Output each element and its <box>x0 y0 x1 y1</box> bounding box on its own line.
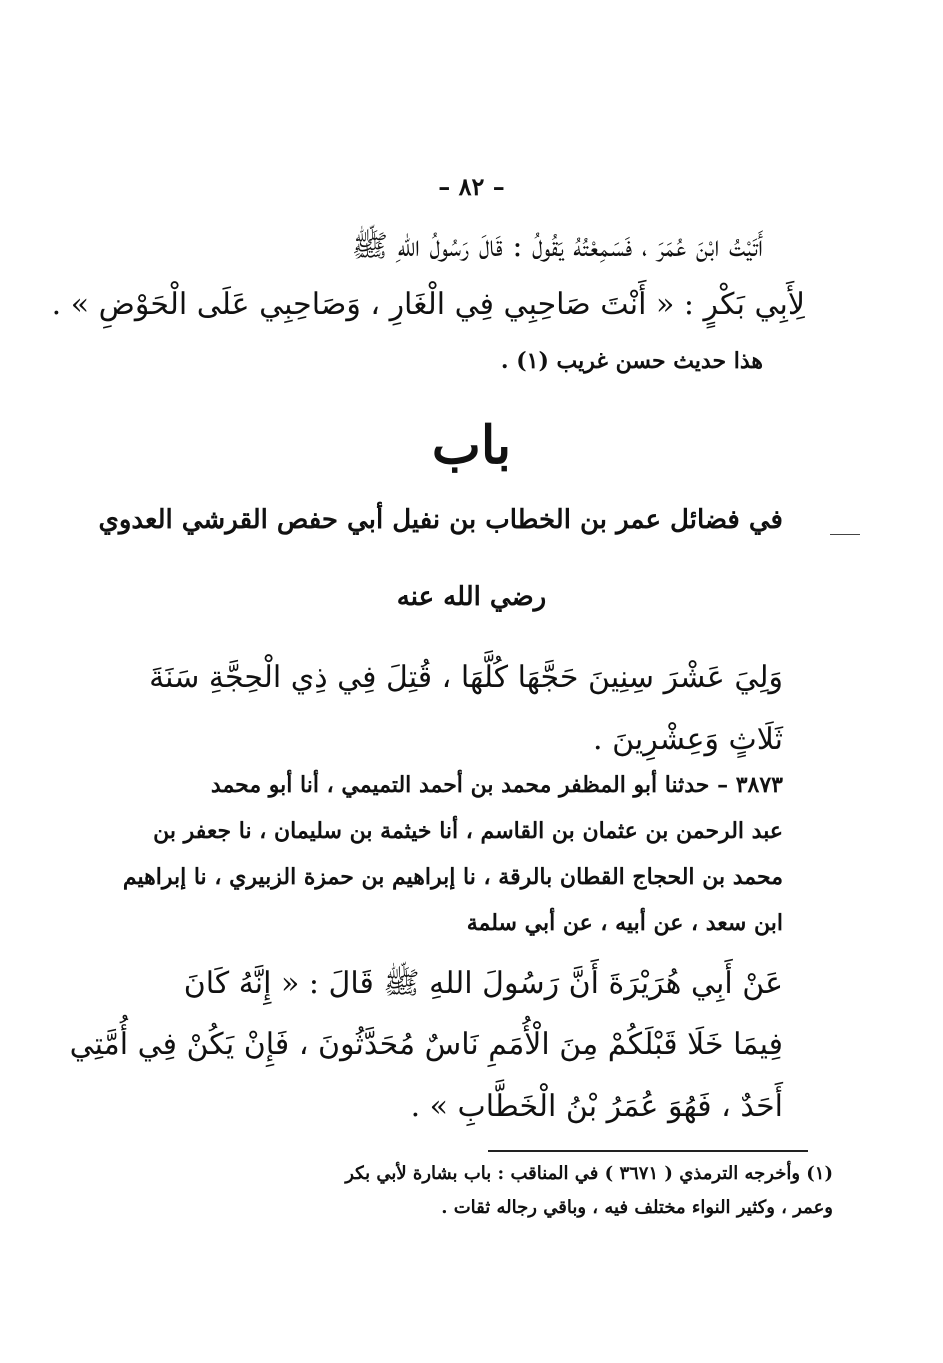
footnote-divider <box>488 1150 808 1152</box>
footnote-line: وعمر ، وكثير النواء مختلف فيه ، وباقي رجاله ثقات . <box>441 1197 833 1218</box>
matn-line: أَحَدٌ ، فَهُوَ عُمَرُ بْنُ الْخَطَّابِ » . <box>410 1089 783 1124</box>
isnad-line: عبد الرحمن بن عثمان بن القاسم ، أنا خيثمة بن سليمان ، نا جعفر بن <box>153 818 783 844</box>
margin-mark <box>830 534 860 535</box>
footnote-line: (١) وأخرجه الترمذي ( ٣٦٧١ ) في المناقب : باب بشارة لأبي بكر <box>345 1163 833 1184</box>
isnad-line: ٣٨٧٣ – حدثنا أبو المظفر محمد بن أحمد التميمي ، أنا أبو محمد <box>210 772 783 798</box>
isnad-line: محمد بن الحجاج القطان بالرقة ، نا إبراهيم بن حمزة الزبيري ، نا إبراهيم <box>122 864 783 890</box>
matn-line: عَنْ أَبِي هُرَيْرَةَ أَنَّ رَسُولَ اللهِ ﷺ قَالَ : « إِنَّهُ كَانَ <box>183 966 783 1001</box>
isnad-line: ابن سعد ، عن أبيه ، عن أبي سلمة <box>466 910 783 936</box>
hadith-text-line: أَتَيْتُ ابْنَ عُمَرَ ، فَسَمِعْتُهُ يَقُولُ : قَالَ رَسُولُ اللهِ ﷺ <box>351 229 763 264</box>
chapter-title: في فضائل عمر بن الخطاب بن نفيل أبي حفص القرشي العدوي <box>98 505 783 535</box>
hadith-grading: هذا حديث حسن غريب (١) . <box>500 348 763 374</box>
bab-heading: باب <box>431 415 512 476</box>
intro-text-line: ثَلَاثٍ وَعِشْرِينَ . <box>593 722 783 757</box>
chapter-title-blessing: رضي الله عنه <box>396 582 547 612</box>
matn-line: فِيمَا خَلَا قَبْلَكُمْ مِنَ الْأُمَمِ نَاسٌ مُحَدَّثُونَ ، فَإِنْ يَكُنْ فِي أُمَّتِي <box>69 1027 783 1062</box>
page-number: – ٨٢ – <box>438 172 505 201</box>
intro-text-line: وَلِيَ عَشْرَ سِنِينَ حَجَّهَا كُلَّهَا ، قُتِلَ فِي ذِي الْحِجَّةِ سَنَةَ <box>149 660 783 695</box>
hadith-text-line: لِأَبِي بَكْرٍ : « أَنْتَ صَاحِبِي فِي الْغَارِ ، وَصَاحِبِي عَلَى الْحَوْضِ » . <box>51 287 805 322</box>
